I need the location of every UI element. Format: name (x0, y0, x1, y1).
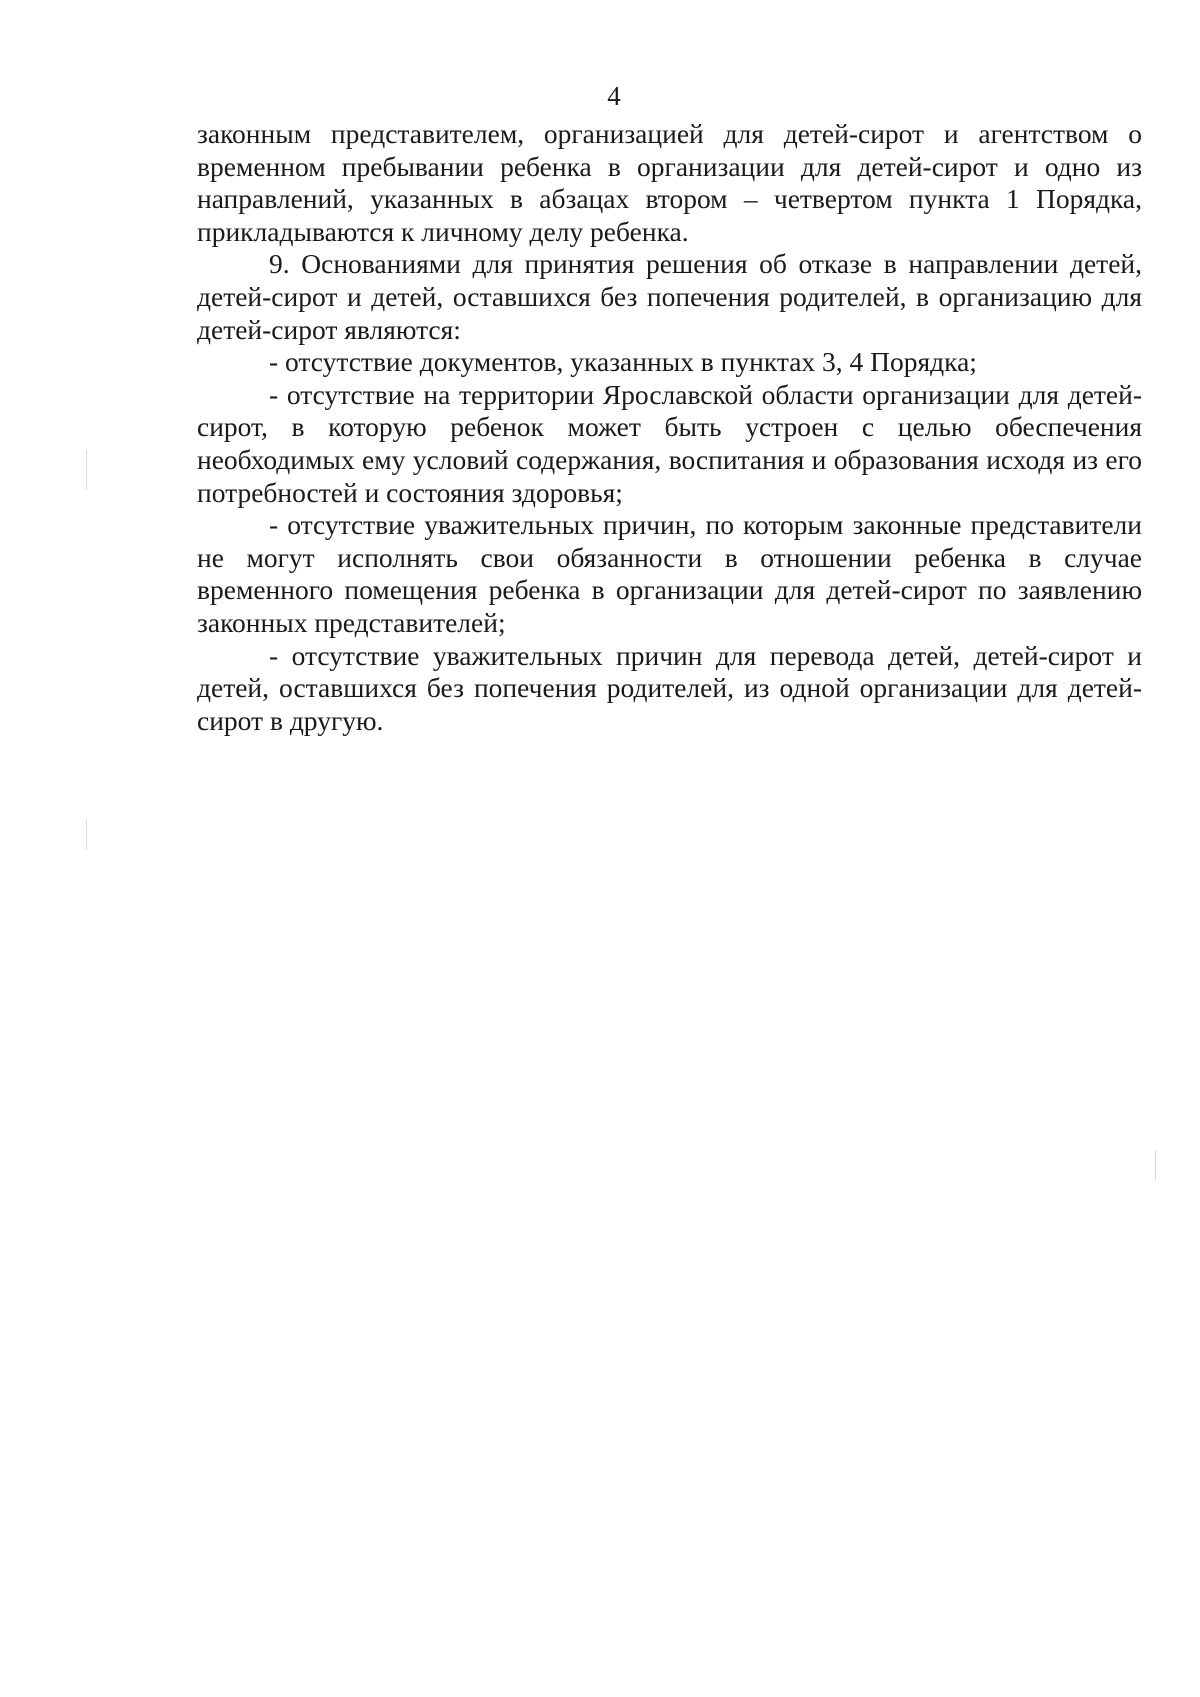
list-item-reason-3: - отсутствие уважительных причин, по которым законные представители не могут исполнять свои обязанности в отношении ребенка в случае временного помещения ребенка в организации для детей-сирот по заявлению законных представителей; (197, 509, 1142, 638)
page-number: 4 (607, 81, 621, 111)
paragraph-continuation: законным представителем, организацией для детей-сирот и агентством о временном пребывании ребенка в организации для детей-сирот и одно из направлений, указанных в абзацах втором – четвертом пункта 1 Порядка, прикладываются к личному делу ребенка. (197, 118, 1142, 247)
paragraph-item-9: 9. Основаниями для принятия решения об отказе в направлении детей, детей-сирот и детей, оставшихся без попечения родителей, в организацию для детей-сирот являются: (197, 248, 1142, 345)
list-item-reason-2: - отсутствие на территории Ярославской области организации для детей-сирот, в которую ребенок может быть устроен с целью обеспечения необходимых ему условий содержания, воспитания и образования исходя из его потребностей и состояния здоровья; (197, 378, 1142, 508)
document-body (197, 118, 1142, 737)
scan-edge-mark-left-lower (86, 820, 87, 850)
list-item-reason-4: - отсутствие уважительных причин для перевода детей, детей-сирот и детей, оставшихся без попечения родителей, из одной организации для детей-сирот в другую. (197, 639, 1142, 736)
scan-edge-mark-left (86, 450, 87, 490)
scan-edge-mark-right (1155, 1150, 1156, 1180)
list-item-reason-1: - отсутствие документов, указанных в пунктах 3, 4 Порядка; (269, 346, 977, 378)
